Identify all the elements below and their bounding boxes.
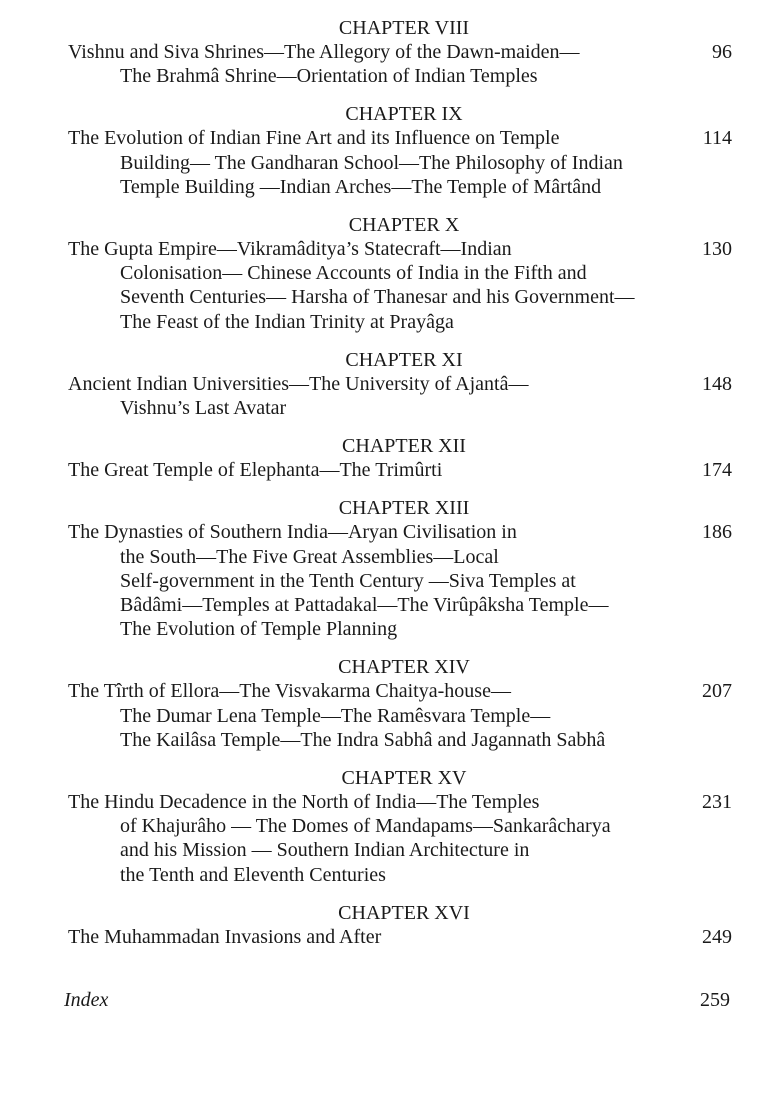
chapter-block — [68, 496, 732, 641]
toc-entry[interactable] — [68, 679, 732, 752]
page-number: 249 — [702, 925, 732, 948]
chapter-title-line: The Gupta Empire—Vikramâditya’s Statecraft—Indian — [68, 238, 512, 261]
chapter-block — [68, 348, 732, 420]
toc-entry[interactable] — [68, 520, 732, 641]
chapter-title-line: and his Mission — Southern Indian Architecture in — [120, 839, 530, 862]
chapter-heading: CHAPTER VIII — [338, 17, 470, 39]
chapter-heading: CHAPTER XIII — [338, 497, 470, 520]
chapter-title-line: Self-government in the Tenth Century —Siva Temples at — [120, 569, 576, 592]
toc-entry[interactable] — [68, 40, 732, 88]
chapter-heading: CHAPTER XIV — [338, 656, 470, 679]
chapter-heading: CHAPTER XVI — [338, 901, 470, 924]
chapter-title-line: The Great Temple of Elephanta—The Trimûrti — [68, 459, 443, 482]
chapter-block — [68, 16, 732, 88]
toc-entry[interactable] — [68, 372, 732, 420]
chapter-title-line: Building— The Gandharan School—The Philosophy of Indian — [120, 151, 623, 174]
chapter-heading: CHAPTER X — [348, 214, 460, 237]
chapter-title-line: Vishnu’s Last Avatar — [120, 397, 287, 420]
page-number: 114 — [702, 127, 732, 150]
chapter-title-line: Seventh Centuries— Harsha of Thanesar and his Government— — [120, 286, 635, 309]
chapter-title-line: of Khajurâho — The Domes of Mandapams—Sankarâcharya — [120, 815, 611, 838]
page-number: 148 — [702, 372, 732, 395]
chapter-title-line: The Feast of the Indian Trinity at Prayâga — [120, 310, 454, 333]
chapter-title-line: Temple Building —Indian Arches—The Temple of Mârtând — [120, 175, 602, 198]
toc-entry[interactable] — [68, 458, 732, 482]
toc-entry[interactable] — [68, 126, 732, 199]
chapter-title-line: The Evolution of Indian Fine Art and its Influence on Temple — [68, 127, 560, 150]
toc-entry[interactable] — [68, 925, 732, 949]
toc-entry[interactable] — [68, 237, 732, 334]
index-label: Index — [64, 989, 109, 1011]
chapter-title-line: The Brahmâ Shrine—Orientation of Indian Temples — [120, 65, 538, 88]
chapter-title-line: The Tîrth of Ellora—The Visvakarma Chaitya-house— — [68, 680, 511, 703]
chapter-heading: CHAPTER XII — [342, 435, 466, 458]
chapter-title-line: The Evolution of Temple Planning — [120, 618, 398, 641]
chapter-title-line: Colonisation— Chinese Accounts of India in the Fifth and — [120, 262, 587, 285]
chapter-title-line: The Muhammadan Invasions and After — [68, 925, 382, 948]
chapter-block — [68, 213, 732, 334]
chapter-block — [68, 766, 732, 887]
page-number: 96 — [712, 41, 732, 63]
page-number: 231 — [702, 791, 732, 814]
toc-index-entry[interactable] — [64, 988, 730, 1012]
page-number: 130 — [702, 238, 732, 261]
chapter-heading: CHAPTER IX — [345, 103, 463, 126]
page-number: 207 — [702, 680, 732, 703]
chapter-title-line: The Kailâsa Temple—The Indra Sabhâ and Jagannath Sabhâ — [120, 728, 606, 751]
index-page-number: 259 — [700, 989, 730, 1011]
chapter-title-line: Ancient Indian Universities—The University of Ajantâ— — [68, 372, 529, 395]
page-number: 174 — [702, 459, 732, 482]
chapter-block — [68, 901, 732, 949]
chapter-title-line: Vishnu and Siva Shrines—The Allegory of the Dawn-maiden— — [68, 41, 580, 63]
chapter-title-line: Bâdâmi—Temples at Pattadakal—The Virûpâksha Temple— — [120, 594, 609, 617]
chapter-title-line: the South—The Five Great Assemblies—Local — [120, 545, 499, 568]
chapter-block — [68, 102, 732, 199]
chapter-title-line: The Dynasties of Southern India—Aryan Civilisation in — [68, 521, 517, 544]
chapter-heading: CHAPTER XI — [345, 348, 463, 371]
chapter-block — [68, 434, 732, 482]
chapter-block — [68, 655, 732, 752]
page-number: 186 — [702, 521, 732, 544]
table-of-contents — [68, 16, 732, 963]
toc-entry[interactable] — [68, 790, 732, 887]
chapter-heading: CHAPTER XV — [341, 767, 467, 790]
chapter-title-line: The Dumar Lena Temple—The Ramêsvara Temple— — [120, 704, 551, 727]
chapter-title-line: the Tenth and Eleventh Centuries — [120, 863, 386, 886]
chapter-title-line: The Hindu Decadence in the North of India—The Temples — [68, 791, 540, 814]
